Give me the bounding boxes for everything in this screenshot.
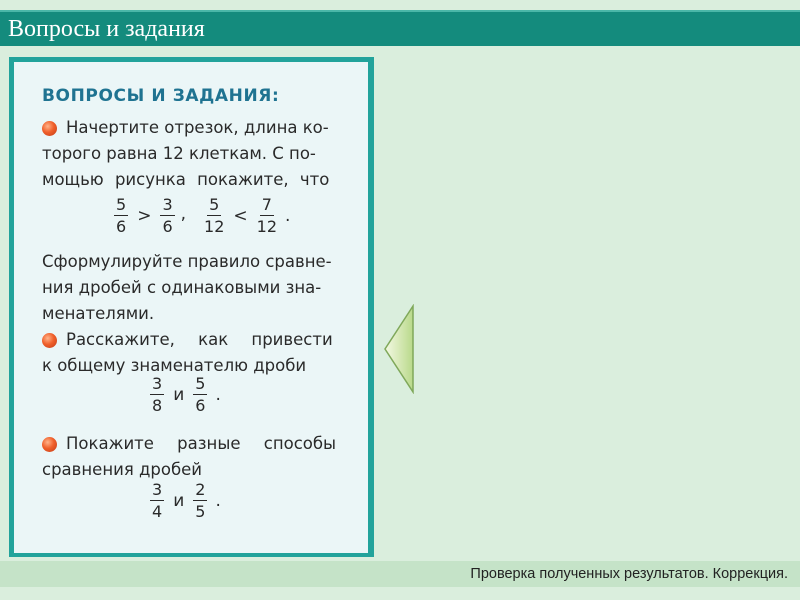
section-heading: ВОПРОСЫ И ЗАДАНИЯ: [42, 86, 280, 106]
back-arrow-icon[interactable] [383, 304, 415, 394]
task-3-line-2: сравнения дробей [42, 460, 203, 479]
comparison-sign: > [137, 205, 152, 226]
task-1-line-1: Начертите отрезок, длина ко- [42, 115, 362, 141]
conjunction: и [173, 490, 185, 511]
conjunction: и [173, 384, 185, 405]
task-1-text [42, 115, 362, 193]
period: . [215, 384, 221, 405]
task-1-inequalities [114, 195, 290, 236]
task-2-text [42, 327, 362, 379]
task-1-line-3: мощью рисунка покажите, что [42, 170, 330, 189]
footer-bar [0, 561, 800, 587]
fraction: $\frac{3}{8}$ [152, 374, 163, 415]
orange-bullet-icon [42, 333, 57, 348]
task-2-line-2: к общему знаменателю дроби [42, 356, 307, 375]
fraction: $\frac{5}{12}$ [204, 195, 225, 236]
fraction: $\frac{3}{4}$ [152, 480, 163, 521]
orange-bullet-icon [42, 437, 57, 452]
separator: , [180, 204, 187, 224]
task-3-fractions [150, 480, 221, 521]
fraction: $\frac{7}{12}$ [256, 195, 277, 236]
task-3-line-1: Покажите разные способы [42, 431, 362, 457]
title-bar [0, 10, 800, 46]
fraction: $\frac{3}{6}$ [162, 195, 173, 236]
period: . [215, 490, 221, 511]
orange-bullet-icon [42, 121, 57, 136]
task-2-fractions [150, 374, 221, 415]
task-2-line-1: Расскажите, как привести [42, 327, 362, 353]
task-1-followup-line-2: ния дробей с одинаковыми зна- [42, 278, 322, 297]
fraction: $\frac{5}{6}$ [195, 374, 206, 415]
fraction: $\frac{5}{6}$ [116, 195, 127, 236]
task-1-followup-line-1: Сформулируйте правило сравне- [42, 252, 332, 271]
task-1-followup [42, 249, 362, 327]
period: . [285, 205, 291, 226]
task-1-line-2: торого равна 12 клеткам. С по- [42, 144, 316, 163]
task-3-text [42, 431, 362, 483]
slide-title: Вопросы и задания [8, 16, 205, 42]
textbook-page-inner [14, 62, 368, 553]
fraction: $\frac{2}{5}$ [195, 480, 206, 521]
task-1-followup-line-3: менателями. [42, 304, 155, 323]
comparison-sign: < [233, 205, 248, 226]
textbook-page [9, 57, 374, 557]
footer-caption: Проверка полученных результатов. Коррекция. [470, 566, 788, 582]
